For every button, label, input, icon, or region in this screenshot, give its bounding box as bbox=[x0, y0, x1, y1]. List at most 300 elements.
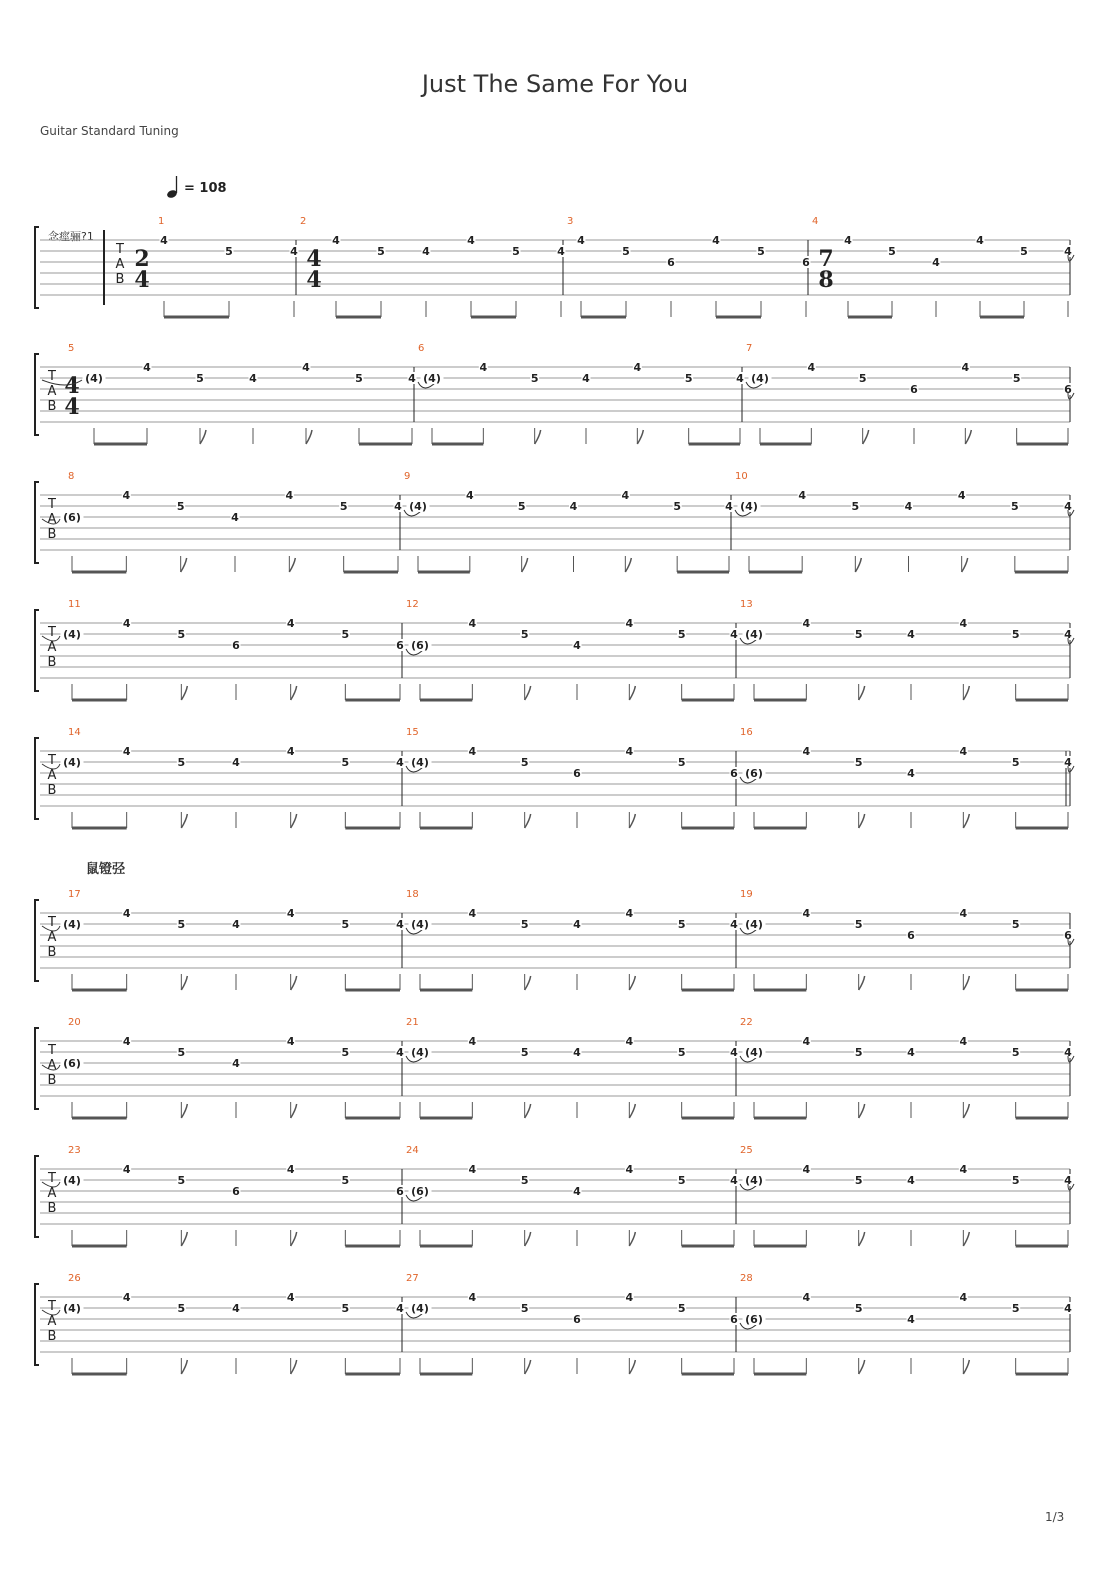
measure-number: 6 bbox=[418, 343, 425, 354]
system-bracket bbox=[35, 738, 39, 819]
note-flag bbox=[963, 686, 969, 700]
fret-number: 5 bbox=[673, 500, 681, 513]
note-flag bbox=[963, 976, 969, 990]
fret-number: (6) bbox=[411, 1185, 429, 1198]
fret-number: 4 bbox=[290, 245, 298, 258]
note-flag bbox=[181, 686, 187, 700]
fret-number: 5 bbox=[1011, 500, 1019, 513]
note-flag bbox=[525, 976, 531, 990]
tab-clef-letter: A bbox=[115, 257, 125, 272]
fret-number: 4 bbox=[286, 745, 295, 758]
note-flag bbox=[963, 1104, 969, 1118]
fret-number: (6) bbox=[63, 511, 81, 524]
note-flag bbox=[859, 1360, 865, 1374]
note-flag bbox=[291, 814, 297, 828]
system-bracket bbox=[35, 227, 39, 308]
measure-number: 14 bbox=[68, 727, 81, 738]
note-flag bbox=[629, 1104, 635, 1118]
fret-number: 5 bbox=[341, 756, 350, 769]
note-flag bbox=[629, 686, 635, 700]
tab-clef-letter: B bbox=[47, 783, 57, 798]
fret-number: 5 bbox=[677, 918, 686, 931]
note-flag bbox=[625, 558, 631, 572]
time-signature-denominator: 4 bbox=[306, 267, 322, 293]
tab-clef-letter: T bbox=[48, 915, 56, 930]
note-flag bbox=[291, 1232, 297, 1246]
fret-number: 5 bbox=[677, 628, 686, 641]
fret-number: 4 bbox=[904, 500, 913, 513]
fret-number: 4 bbox=[396, 918, 404, 931]
fret-number: 4 bbox=[394, 500, 402, 513]
fret-number: (4) bbox=[423, 372, 441, 385]
fret-number: (4) bbox=[751, 372, 769, 385]
system-bracket bbox=[35, 354, 39, 435]
fret-number: 5 bbox=[888, 245, 896, 258]
measure-number: 24 bbox=[406, 1145, 419, 1156]
fret-number: 4 bbox=[582, 372, 590, 385]
fret-number: 4 bbox=[468, 907, 477, 920]
fret-number: 5 bbox=[176, 500, 185, 513]
tab-clef-letter: B bbox=[47, 945, 57, 960]
tab-clef-letter: T bbox=[48, 1043, 56, 1058]
system-bracket bbox=[35, 482, 39, 563]
fret-number: 4 bbox=[557, 245, 565, 258]
time-signature-numerator: 2 bbox=[134, 246, 150, 272]
fret-number: 5 bbox=[512, 245, 520, 258]
fret-number: 5 bbox=[1011, 628, 1020, 641]
tab-clef-letter: T bbox=[48, 497, 56, 512]
fret-number: 4 bbox=[976, 234, 984, 247]
measure-number: 13 bbox=[740, 599, 753, 610]
fret-number: 4 bbox=[907, 1046, 915, 1059]
tab-clef-letter: A bbox=[47, 1186, 57, 1201]
measure-number: 11 bbox=[68, 599, 81, 610]
fret-number: 5 bbox=[854, 918, 863, 931]
fret-number: 5 bbox=[677, 1046, 686, 1059]
note-flag bbox=[181, 976, 187, 990]
note-flag bbox=[965, 430, 971, 444]
fret-number: (4) bbox=[63, 628, 81, 641]
note-flag bbox=[522, 558, 528, 572]
measure-number: 28 bbox=[740, 1273, 753, 1284]
fret-number: 4 bbox=[730, 1046, 738, 1059]
fret-number: (4) bbox=[63, 756, 81, 769]
song-title: Just The Same For You bbox=[421, 70, 689, 98]
fret-number: 4 bbox=[122, 489, 131, 502]
measure-number: 22 bbox=[740, 1017, 753, 1028]
fret-number: 4 bbox=[959, 907, 968, 920]
system-bracket bbox=[35, 1028, 39, 1109]
tab-clef-letter: A bbox=[47, 640, 57, 655]
fret-number: 5 bbox=[377, 245, 385, 258]
fret-number: 5 bbox=[684, 372, 693, 385]
tab-clef-letter: A bbox=[47, 1058, 57, 1073]
fret-number: 4 bbox=[479, 361, 488, 374]
note-flag bbox=[859, 1232, 865, 1246]
note-flag bbox=[859, 976, 865, 990]
fret-number: 4 bbox=[730, 918, 738, 931]
fret-number: 4 bbox=[577, 234, 585, 247]
fret-number: 6 bbox=[232, 639, 240, 652]
fret-number: 4 bbox=[1064, 245, 1072, 258]
fret-number: 5 bbox=[177, 1302, 186, 1315]
system-bracket bbox=[35, 610, 39, 691]
fret-number: 5 bbox=[177, 756, 186, 769]
time-signature-numerator: 4 bbox=[64, 373, 80, 399]
fret-number: 4 bbox=[730, 1174, 738, 1187]
fret-number: 5 bbox=[196, 372, 204, 385]
measure-number: 5 bbox=[68, 343, 75, 354]
tab-clef-letter: B bbox=[47, 1073, 57, 1088]
fret-number: 4 bbox=[807, 361, 816, 374]
fret-number: 5 bbox=[854, 1046, 863, 1059]
note-flag bbox=[181, 558, 187, 572]
fret-number: (4) bbox=[745, 1174, 763, 1187]
fret-number: 5 bbox=[858, 372, 867, 385]
fret-number: 5 bbox=[341, 1302, 350, 1315]
fret-number: 4 bbox=[232, 918, 240, 931]
fret-number: 4 bbox=[932, 256, 940, 269]
note-flag bbox=[181, 1104, 187, 1118]
measure-number: 12 bbox=[406, 599, 419, 610]
fret-number: 5 bbox=[1011, 1046, 1020, 1059]
note-flag bbox=[181, 1232, 187, 1246]
fret-number: 4 bbox=[573, 1046, 581, 1059]
note-flag bbox=[200, 430, 206, 444]
fret-number: 5 bbox=[225, 245, 233, 258]
measure-number: 25 bbox=[740, 1145, 753, 1156]
fret-number: 6 bbox=[730, 767, 738, 780]
fret-number: 5 bbox=[177, 918, 186, 931]
fret-number: 5 bbox=[530, 372, 539, 385]
note-flag bbox=[525, 686, 531, 700]
tab-clef-letter: B bbox=[47, 399, 57, 414]
fret-number: 4 bbox=[1064, 1174, 1072, 1187]
fret-number: 4 bbox=[633, 361, 642, 374]
fret-number: 5 bbox=[177, 1046, 186, 1059]
fret-number: 6 bbox=[573, 767, 581, 780]
fret-number: 5 bbox=[520, 1174, 529, 1187]
measure-number: 19 bbox=[740, 889, 753, 900]
fret-number: 4 bbox=[1064, 1302, 1072, 1315]
note-flag bbox=[525, 1360, 531, 1374]
measure-number: 16 bbox=[740, 727, 753, 738]
fret-number: 4 bbox=[332, 234, 340, 247]
fret-number: 4 bbox=[468, 1163, 477, 1176]
fret-number: 5 bbox=[1011, 1302, 1020, 1315]
fret-number: 4 bbox=[467, 234, 475, 247]
measure-number: 18 bbox=[406, 889, 419, 900]
fret-number: 4 bbox=[798, 489, 806, 502]
note-flag bbox=[963, 814, 969, 828]
fret-number: 5 bbox=[1011, 1174, 1020, 1187]
measure-number: 26 bbox=[68, 1273, 81, 1284]
fret-number: 5 bbox=[854, 1174, 863, 1187]
fret-number: 5 bbox=[520, 756, 529, 769]
note-flag bbox=[525, 814, 531, 828]
fret-number: 5 bbox=[520, 1302, 529, 1315]
tuning-label: Guitar Standard Tuning bbox=[40, 124, 179, 138]
fret-number: 5 bbox=[854, 756, 863, 769]
fret-number: (4) bbox=[745, 628, 763, 641]
note-flag bbox=[181, 814, 187, 828]
note-flag bbox=[525, 1104, 531, 1118]
fret-number: 4 bbox=[468, 745, 477, 758]
fret-number: 5 bbox=[341, 1174, 350, 1187]
note-flag bbox=[291, 1360, 297, 1374]
fret-number: 4 bbox=[286, 1291, 295, 1304]
fret-number: 5 bbox=[341, 1046, 350, 1059]
tab-clef-letter: T bbox=[48, 1171, 56, 1186]
note-flag bbox=[637, 430, 643, 444]
fret-number: 4 bbox=[122, 617, 131, 630]
fret-number: 4 bbox=[122, 1163, 131, 1176]
tab-clef-letter: T bbox=[48, 625, 56, 640]
fret-number: 4 bbox=[802, 907, 811, 920]
fret-number: 4 bbox=[802, 617, 811, 630]
fret-number: 5 bbox=[854, 1302, 863, 1315]
fret-number: 5 bbox=[622, 245, 630, 258]
tab-clef-letter: A bbox=[47, 1314, 57, 1329]
note-flag bbox=[629, 1232, 635, 1246]
note-flag bbox=[535, 430, 541, 444]
fret-number: 4 bbox=[802, 1291, 811, 1304]
system-bracket bbox=[35, 900, 39, 981]
fret-number: 4 bbox=[122, 907, 131, 920]
fret-number: 4 bbox=[231, 511, 239, 524]
fret-number: 4 bbox=[957, 489, 966, 502]
note-flag bbox=[859, 814, 865, 828]
fret-number: 5 bbox=[177, 628, 186, 641]
system-bracket bbox=[35, 1156, 39, 1237]
time-signature-numerator: 7 bbox=[818, 246, 834, 272]
fret-number: 6 bbox=[802, 256, 810, 269]
measure-number: 9 bbox=[404, 471, 411, 482]
fret-number: 4 bbox=[907, 628, 915, 641]
fret-number: 4 bbox=[625, 617, 634, 630]
fret-number: 5 bbox=[355, 372, 363, 385]
fret-number: 5 bbox=[1011, 918, 1020, 931]
fret-number: 5 bbox=[1011, 756, 1020, 769]
note-flag bbox=[855, 558, 861, 572]
tab-clef-letter: T bbox=[48, 753, 56, 768]
fret-number: (6) bbox=[745, 1313, 763, 1326]
fret-number: 4 bbox=[961, 361, 970, 374]
fret-number: 4 bbox=[959, 1291, 968, 1304]
fret-number: (4) bbox=[745, 918, 763, 931]
tab-clef-letter: B bbox=[47, 527, 57, 542]
fret-number: 4 bbox=[959, 1035, 968, 1048]
fret-number: 5 bbox=[677, 756, 686, 769]
fret-number: 4 bbox=[802, 1035, 811, 1048]
tab-clef-letter: B bbox=[115, 272, 125, 287]
fret-number: 4 bbox=[396, 1302, 404, 1315]
fret-number: 4 bbox=[802, 1163, 811, 1176]
fret-number: (6) bbox=[411, 639, 429, 652]
fret-number: 4 bbox=[468, 1035, 477, 1048]
measure-number: 7 bbox=[746, 343, 753, 354]
fret-number: (4) bbox=[740, 500, 758, 513]
tab-clef-letter: T bbox=[48, 1299, 56, 1314]
fret-number: 4 bbox=[1064, 1046, 1072, 1059]
note-flag bbox=[181, 1360, 187, 1374]
measure-number: 23 bbox=[68, 1145, 81, 1156]
tab-clef-letter: T bbox=[48, 369, 56, 384]
fret-number: 4 bbox=[625, 1035, 634, 1048]
fret-number: 4 bbox=[468, 1291, 477, 1304]
fret-number: 4 bbox=[422, 245, 430, 258]
fret-number: (4) bbox=[745, 1046, 763, 1059]
fret-number: 6 bbox=[232, 1185, 240, 1198]
fret-number: 4 bbox=[959, 745, 968, 758]
time-signature-numerator: 4 bbox=[306, 246, 322, 272]
fret-number: (6) bbox=[745, 767, 763, 780]
fret-number: 5 bbox=[520, 918, 529, 931]
measure-number: 20 bbox=[68, 1017, 81, 1028]
fret-number: 4 bbox=[160, 234, 168, 247]
fret-number: (4) bbox=[85, 372, 103, 385]
measure-number: 1 bbox=[158, 216, 165, 227]
fret-number: 4 bbox=[232, 756, 240, 769]
measure-number: 21 bbox=[406, 1017, 419, 1028]
note-flag bbox=[863, 430, 869, 444]
fret-number: 5 bbox=[1020, 245, 1028, 258]
fret-number: 5 bbox=[339, 500, 348, 513]
fret-number: 4 bbox=[712, 234, 720, 247]
fret-number: 5 bbox=[851, 500, 860, 513]
note-flag bbox=[963, 1360, 969, 1374]
tab-clef-letter: A bbox=[47, 930, 57, 945]
fret-number: 4 bbox=[625, 1163, 634, 1176]
fret-number: 6 bbox=[1064, 383, 1072, 396]
measure-number: 8 bbox=[68, 471, 75, 482]
note-flag bbox=[291, 976, 297, 990]
note-flag bbox=[963, 1232, 969, 1246]
fret-number: (4) bbox=[63, 918, 81, 931]
tempo-marking: = 108 bbox=[184, 181, 227, 196]
tab-clef-letter: A bbox=[47, 768, 57, 783]
measure-number: 15 bbox=[406, 727, 419, 738]
measure-number: 17 bbox=[68, 889, 81, 900]
fret-number: 5 bbox=[341, 628, 350, 641]
fret-number: 4 bbox=[625, 1291, 634, 1304]
tab-clef-letter: B bbox=[47, 655, 57, 670]
fret-number: 4 bbox=[959, 1163, 968, 1176]
fret-number: 4 bbox=[396, 1046, 404, 1059]
fret-number: 4 bbox=[573, 639, 581, 652]
fret-number: 5 bbox=[854, 628, 863, 641]
fret-number: (4) bbox=[63, 1302, 81, 1315]
fret-number: 6 bbox=[1064, 929, 1072, 942]
fret-number: 5 bbox=[677, 1302, 686, 1315]
fret-number: 6 bbox=[396, 1185, 404, 1198]
fret-number: 5 bbox=[341, 918, 350, 931]
fret-number: 5 bbox=[1012, 372, 1021, 385]
fret-number: 4 bbox=[573, 918, 581, 931]
fret-number: 4 bbox=[802, 745, 811, 758]
note-flag bbox=[629, 976, 635, 990]
note-flag bbox=[629, 1360, 635, 1374]
tab-clef-letter: T bbox=[116, 242, 124, 257]
section-label: 鼠镫弪 bbox=[86, 862, 126, 877]
fret-number: 4 bbox=[122, 1035, 131, 1048]
fret-number: 4 bbox=[232, 1057, 240, 1070]
fret-number: 5 bbox=[177, 1174, 186, 1187]
fret-number: 6 bbox=[907, 929, 915, 942]
fret-number: (4) bbox=[411, 1046, 429, 1059]
fret-number: (4) bbox=[411, 918, 429, 931]
fret-number: 5 bbox=[757, 245, 765, 258]
note-flag bbox=[525, 1232, 531, 1246]
fret-number: 6 bbox=[667, 256, 675, 269]
fret-number: 4 bbox=[725, 500, 733, 513]
fret-number: (4) bbox=[411, 756, 429, 769]
fret-number: 4 bbox=[730, 628, 738, 641]
fret-number: 4 bbox=[468, 617, 477, 630]
fret-number: 4 bbox=[573, 1185, 581, 1198]
fret-number: 4 bbox=[625, 745, 634, 758]
measure-number: 10 bbox=[735, 471, 748, 482]
note-flag bbox=[291, 686, 297, 700]
fret-number: 4 bbox=[122, 1291, 131, 1304]
tab-clef-letter: A bbox=[47, 384, 57, 399]
fret-number: 4 bbox=[232, 1302, 240, 1315]
fret-number: 4 bbox=[907, 1313, 915, 1326]
system-bracket bbox=[35, 1284, 39, 1365]
fret-number: (4) bbox=[409, 500, 427, 513]
measure-number: 2 bbox=[300, 216, 307, 227]
fret-number: 4 bbox=[249, 372, 257, 385]
page-number: 1/3 bbox=[1045, 1510, 1065, 1524]
fret-number: 6 bbox=[730, 1313, 738, 1326]
fret-number: 4 bbox=[286, 907, 295, 920]
fret-number: 6 bbox=[573, 1313, 581, 1326]
fret-number: 6 bbox=[910, 383, 918, 396]
time-signature-denominator: 4 bbox=[64, 394, 80, 420]
tab-clef-letter: B bbox=[47, 1329, 57, 1344]
fret-number: 4 bbox=[408, 372, 416, 385]
fret-number: 4 bbox=[1064, 500, 1072, 513]
note-flag bbox=[291, 1104, 297, 1118]
note-flag bbox=[859, 686, 865, 700]
note-flag bbox=[306, 430, 312, 444]
measure-number: 27 bbox=[406, 1273, 419, 1284]
fret-number: 5 bbox=[520, 1046, 529, 1059]
fret-number: 4 bbox=[286, 1035, 295, 1048]
fret-number: 4 bbox=[285, 489, 294, 502]
note-flag bbox=[962, 558, 968, 572]
fret-number: 4 bbox=[736, 372, 744, 385]
note-flag bbox=[289, 558, 295, 572]
note-flag bbox=[629, 814, 635, 828]
fret-number: 4 bbox=[122, 745, 131, 758]
fret-number: 4 bbox=[143, 361, 151, 374]
instrument-name: 念痙骊?1 bbox=[48, 230, 94, 243]
fret-number: (4) bbox=[411, 1302, 429, 1315]
fret-number: 4 bbox=[625, 907, 634, 920]
fret-number: 5 bbox=[517, 500, 526, 513]
fret-number: 4 bbox=[1064, 756, 1072, 769]
tab-clef-letter: A bbox=[47, 512, 57, 527]
fret-number: 5 bbox=[677, 1174, 686, 1187]
fret-number: 4 bbox=[396, 756, 404, 769]
fret-number: 4 bbox=[907, 767, 915, 780]
fret-number: (4) bbox=[63, 1174, 81, 1187]
fret-number: 4 bbox=[621, 489, 630, 502]
time-signature-denominator: 4 bbox=[134, 267, 150, 293]
fret-number: 4 bbox=[286, 617, 295, 630]
fret-number: 4 bbox=[466, 489, 474, 502]
